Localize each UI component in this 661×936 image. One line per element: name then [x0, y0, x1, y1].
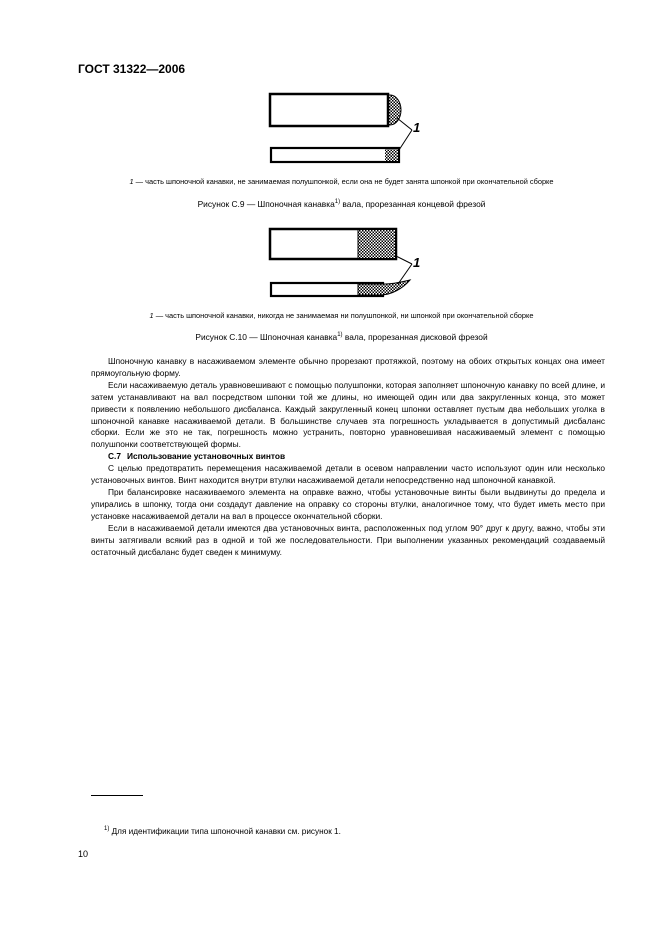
footnote-divider [91, 795, 143, 796]
paragraph: Шпоночную канавку в насаживаемом элементе обычно прорезают протяжкой, поэтому на обоих открытых концах она имеет прямоугольную форму. [91, 356, 605, 378]
caption-text: Рисунок С.10 — Шпоночная канавка [195, 332, 338, 342]
body-text [91, 356, 605, 558]
footnote-text: Для идентификации типа шпоночной канавки см. рисунок 1. [109, 827, 341, 836]
paragraph: Если насаживаемую деталь уравновешивают с помощью полушпонки, которая заполняет шпоночную канавку по всей длине, и затем устанавливают на вал посредством шпонки той же длины, но имеющей один или два закругленных конца, это может привести к появлению небольшого дисбаланса. Каждый закругленный конец шпонки оставляет пустым два небольших уголка в шпоночной канавке насаживаемой детали. В большинстве случаев эта погрешность укладывается в допустимый дисбаланс сборки. Если же это не так, погрешность можно устранить, повторно уравновешивая насаживаемый элемент с помощью полушпонки соответствующей формы. [91, 379, 605, 450]
paragraph: При балансировке насаживаемого элемента на оправке важно, чтобы установочные винты были выдвинуты до предела и упирались в шпонку, тогда они создадут давление на оправку со стороны втулки, аналогичное тому, что будет иметь место при установке насаживаемой детали на вал в процессе окончательной сборки. [91, 486, 605, 521]
c9-shaft-body [271, 148, 399, 162]
figure-c10-legend [78, 311, 605, 320]
footnote [104, 827, 341, 836]
paragraph: С целью предотвратить перемещения насаживаемой детали в осевом направлении часто используют один или несколько установочных винтов. Винт находится внутри втулки насаживаемой детали непосредственно над шпоночной канавкой. [91, 463, 605, 486]
caption-text-end: вала, прорезанная дисковой фрезой [342, 332, 488, 342]
caption-text-end: вала, прорезанная концевой фрезой [340, 199, 486, 209]
legend-text: — часть шпоночной канавки, не занимаемая полушпонкой, если она не будет занята шпонкой при окончательной сборке [133, 177, 554, 186]
figure-c10-caption [78, 332, 605, 342]
figure-c9-drawing [260, 88, 440, 168]
c10-callout-number: 1 [413, 255, 421, 270]
legend-text: — часть шпоночной канавки, никогда не занимаемая ни полушпонкой, ни шпонкой при окончательной сборке [153, 311, 534, 320]
figure-c9-legend [78, 177, 605, 186]
c9-groove-hatch [385, 149, 398, 161]
section-number: С.7 [108, 451, 121, 462]
section-heading [91, 451, 605, 463]
figure-c10-drawing [260, 224, 440, 300]
section-title: Использование установочных винтов [126, 451, 286, 462]
footnote-marker: 1) [104, 826, 110, 832]
c9-leader-lower [399, 130, 412, 150]
c9-hub-body [270, 94, 388, 126]
figure-c9-caption [78, 199, 605, 209]
c10-hub-hatch [358, 230, 395, 258]
paragraph: Если в насаживаемой детали имеются два установочных винта, расположенных под углом 90° друг к другу, важно, чтобы эти винты затягивали всякий раз в одной и той же последовательности. При выполнении указанных рекомендаций создаваемый остаточный дисбаланс будет сведен к минимуму. [91, 522, 605, 557]
footnote-ref: 1) [334, 199, 341, 205]
c9-leader-upper [397, 118, 412, 130]
caption-text: Рисунок С.9 — Шпоночная канавка [197, 199, 335, 209]
footnote-ref: 1) [337, 332, 343, 338]
document-header: ГОСТ 31322—2006 [78, 62, 186, 76]
c10-leader-upper [396, 256, 412, 264]
legend-number: 1 [149, 311, 154, 320]
page-number: 10 [78, 849, 89, 859]
legend-number: 1 [129, 177, 134, 186]
c9-callout-number: 1 [413, 120, 421, 135]
